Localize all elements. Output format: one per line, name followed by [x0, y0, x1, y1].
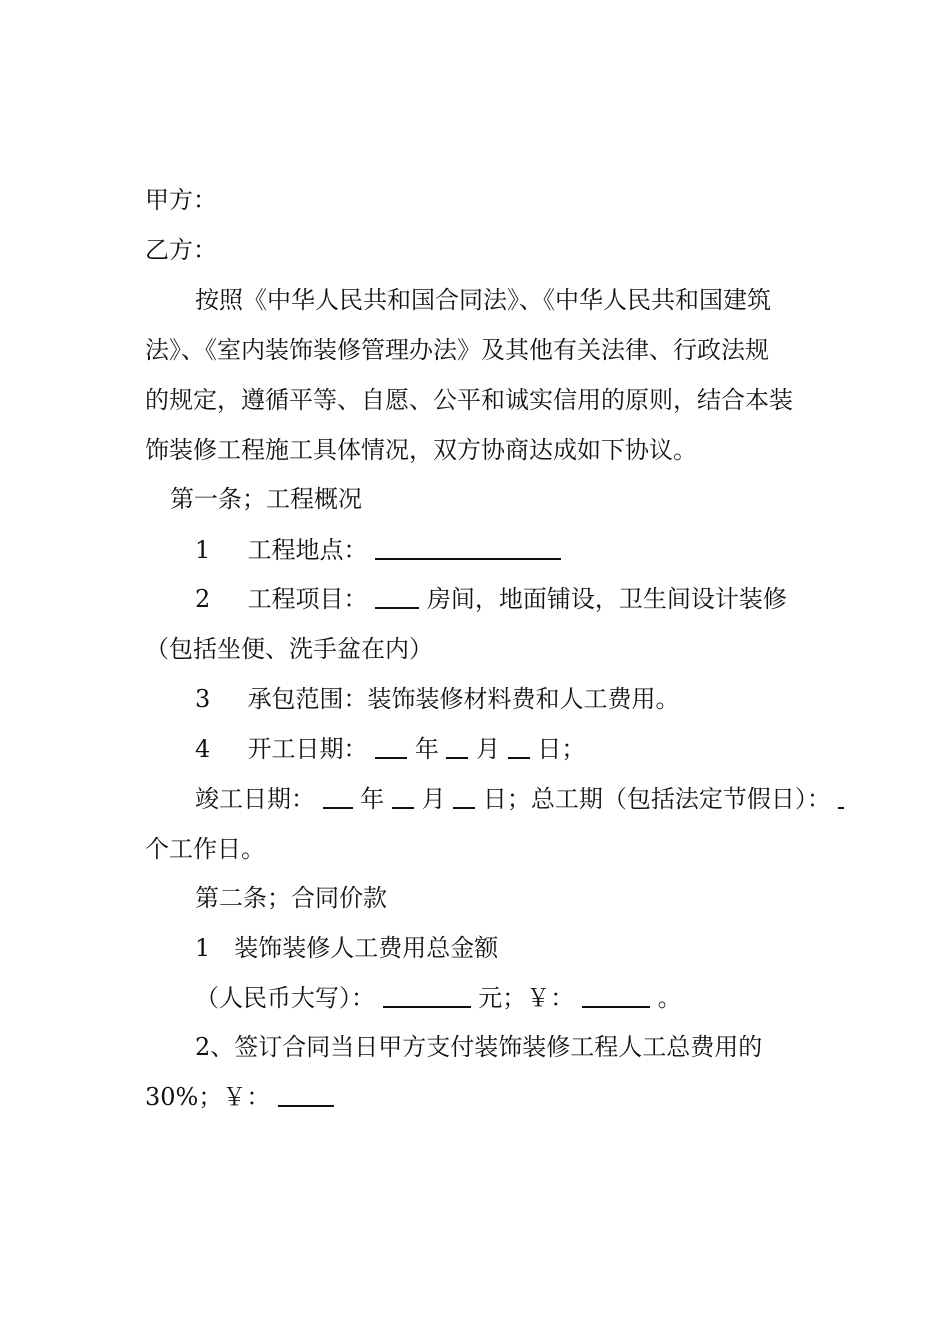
- project-blank[interactable]: [375, 585, 419, 609]
- article-1-item-2-continued: （包括坐便、洗手盆在内）: [145, 635, 433, 663]
- site-blank[interactable]: [375, 536, 561, 560]
- intro-line-3: 的规定，遵循平等、自愿、公平和诚实信用的原则，结合本装: [145, 386, 793, 414]
- article-1-item-1: [195, 535, 950, 565]
- yuan-text: 元；￥：: [478, 984, 575, 1012]
- month-unit: 月: [476, 735, 501, 763]
- project-text: 房间，地面铺设，卫生间设计装修: [426, 585, 787, 613]
- item-number: 1: [195, 536, 211, 564]
- completion-date-line: [195, 784, 950, 814]
- workdays-blank[interactable]: [838, 785, 844, 809]
- start-year-blank[interactable]: [375, 735, 407, 759]
- end-month-blank[interactable]: [392, 785, 414, 809]
- project-label: 工程项目：: [247, 585, 368, 613]
- total-period-text: 日；总工期（包括法定节假日）：: [482, 785, 831, 813]
- start-month-blank[interactable]: [446, 735, 468, 759]
- article-2-title: 第二条；合同价款: [195, 884, 387, 912]
- month-unit: 月: [421, 785, 446, 813]
- day-unit: 日；: [537, 735, 586, 763]
- item-number: 3: [195, 685, 211, 713]
- amount-number-blank[interactable]: [582, 984, 650, 1008]
- end-date-label: 竣工日期：: [195, 785, 315, 813]
- period-text: 。: [657, 984, 682, 1012]
- intro-line-1: 按照《中华人民共和国合同法》、《中华人民共和国建筑: [195, 286, 771, 314]
- deposit-text: 30%；￥：: [145, 1083, 271, 1111]
- party-b-label: 乙方：: [145, 236, 217, 264]
- deposit-blank[interactable]: [278, 1083, 334, 1107]
- article-1-item-4: [195, 734, 950, 764]
- party-a-label: 甲方：: [145, 186, 217, 214]
- site-label: 工程地点：: [247, 536, 368, 564]
- item-number: 2: [195, 585, 211, 613]
- scope-text: 承包范围：装饰装修材料费和人工费用。: [247, 685, 680, 713]
- intro-line-4: 饰装修工程施工具体情况，双方协商达成如下协议。: [145, 436, 697, 464]
- item-number: 4: [195, 735, 211, 763]
- article-2-item-2-continued: [145, 1082, 950, 1112]
- start-date-label: 开工日期：: [247, 735, 368, 763]
- completion-date-continued: 个工作日。: [145, 835, 265, 863]
- start-day-blank[interactable]: [508, 735, 530, 759]
- amount-words-blank[interactable]: [383, 984, 471, 1008]
- end-day-blank[interactable]: [453, 785, 475, 809]
- article-1-item-2: [195, 584, 950, 614]
- year-unit: 年: [414, 735, 439, 763]
- article-2-item-1: 1 装饰装修人工费用总金额: [195, 934, 499, 962]
- end-year-blank[interactable]: [323, 785, 353, 809]
- article-2-item-2: 2、签订合同当日甲方支付装饰装修工程人工总费用的: [195, 1033, 763, 1061]
- amount-label: （人民币大写）：: [195, 984, 375, 1012]
- amount-line: [195, 983, 950, 1013]
- year-unit: 年: [360, 785, 385, 813]
- article-1-item-3: [195, 684, 950, 714]
- intro-line-2: 法》、《室内装饰装修管理办法》及其他有关法律、行政法规: [145, 336, 769, 364]
- article-1-title: 第一条；工程概况: [170, 485, 362, 513]
